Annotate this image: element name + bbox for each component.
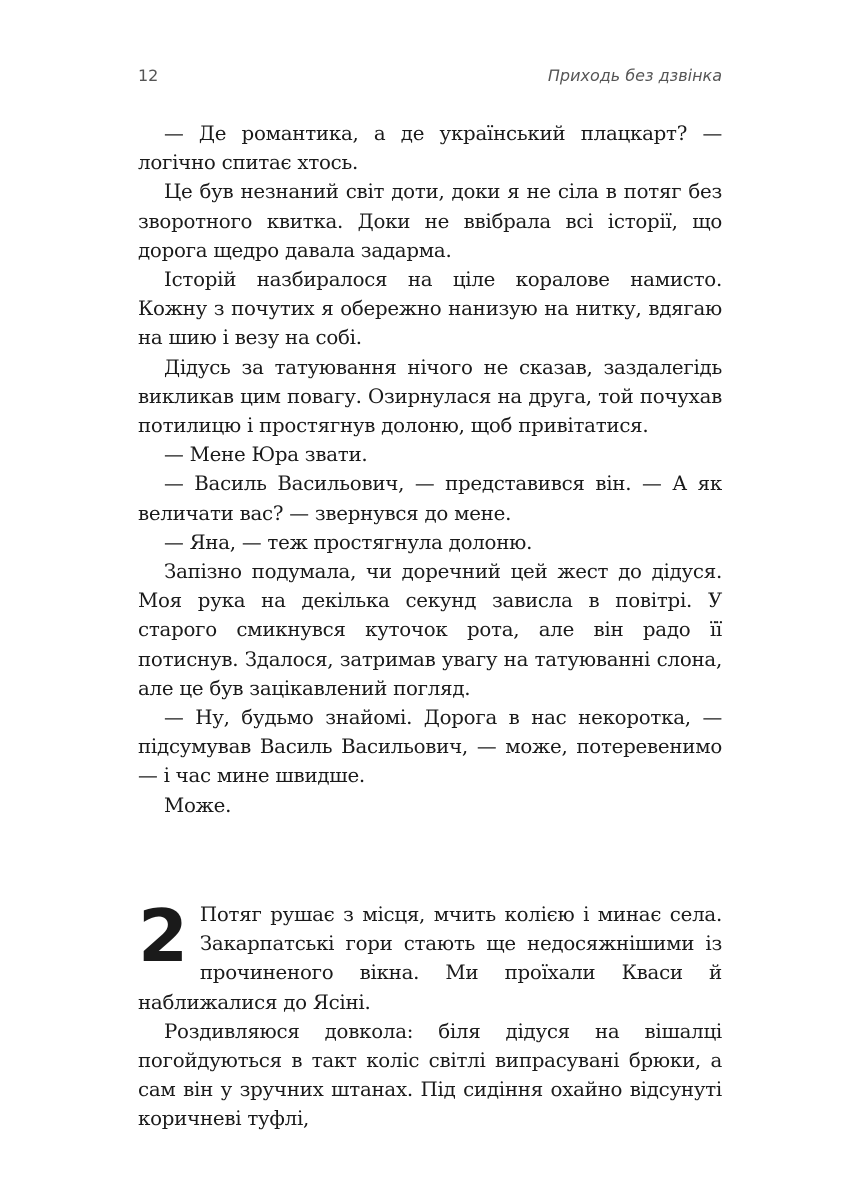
section-number: 2 (138, 894, 188, 978)
paragraph: Дідусь за татуювання нічого не сказав, заздалегідь викликав цим повагу. Озирнулася на друга, той почухав потилицю і простягнув долоню, щоб привітатися. (138, 355, 722, 438)
paragraph: — Мене Юра звати. (164, 443, 368, 467)
paragraph: Роздивляюся довкола: біля дідуся на вішалці погойдуються в такт коліс світлі випрасувані брюки, а сам він у зручних штанах. Під сидіння охайно відсунуті коричневі туфлі, (138, 1019, 722, 1131)
running-header (138, 66, 722, 90)
paragraph: Запізно подумала, чи доречний цей жест до дідуся. Моя рука на декілька секунд зависла в повітрі. У старого смикнувся куточок рота, але він радо її потиснув. Здалося, затримав увагу на татуюванні слона, але це був зацікавлений погляд. (138, 560, 722, 700)
paragraph: Історій назбиралося на ціле коралове намисто. Кожну з почутих я обережно нанизую на нитку, вдягаю на шию і везу на собі. (138, 268, 722, 350)
section-first-paragraph: Потяг рушає з місця, мчить колією і минає села. Закарпатські гори стають ще недосяжнішими із прочиненого вікна. Ми проїхали Кваси й наближалися до Ясіні. (138, 903, 722, 1014)
paragraph: — Василь Васильович, — представився він. — А як величати вас? — звернувся до мене. (138, 472, 722, 525)
paragraph: — Яна, — теж простягнула долоню. (164, 530, 533, 554)
paragraph: Це був незнаний світ доти, доки я не сіла в потяг без зворотного квитка. Доки не ввібрала всі історії, що дорога щедро давала задарма. (138, 180, 722, 262)
paragraph: — Де романтика, а де український плацкарт? — логічно спитає хтось. (138, 122, 722, 175)
paragraph: — Ну, будьмо знайомі. Дорога в нас некоротка, — підсумував Василь Васильович, — може, потеревенимо — і час мине швидше. (138, 706, 722, 788)
paragraph: Може. (164, 793, 232, 817)
section-2 (138, 894, 722, 1134)
body-text (138, 119, 722, 820)
page-number: 12 (138, 66, 159, 85)
book-title: Приходь без дзвінка (547, 66, 722, 85)
